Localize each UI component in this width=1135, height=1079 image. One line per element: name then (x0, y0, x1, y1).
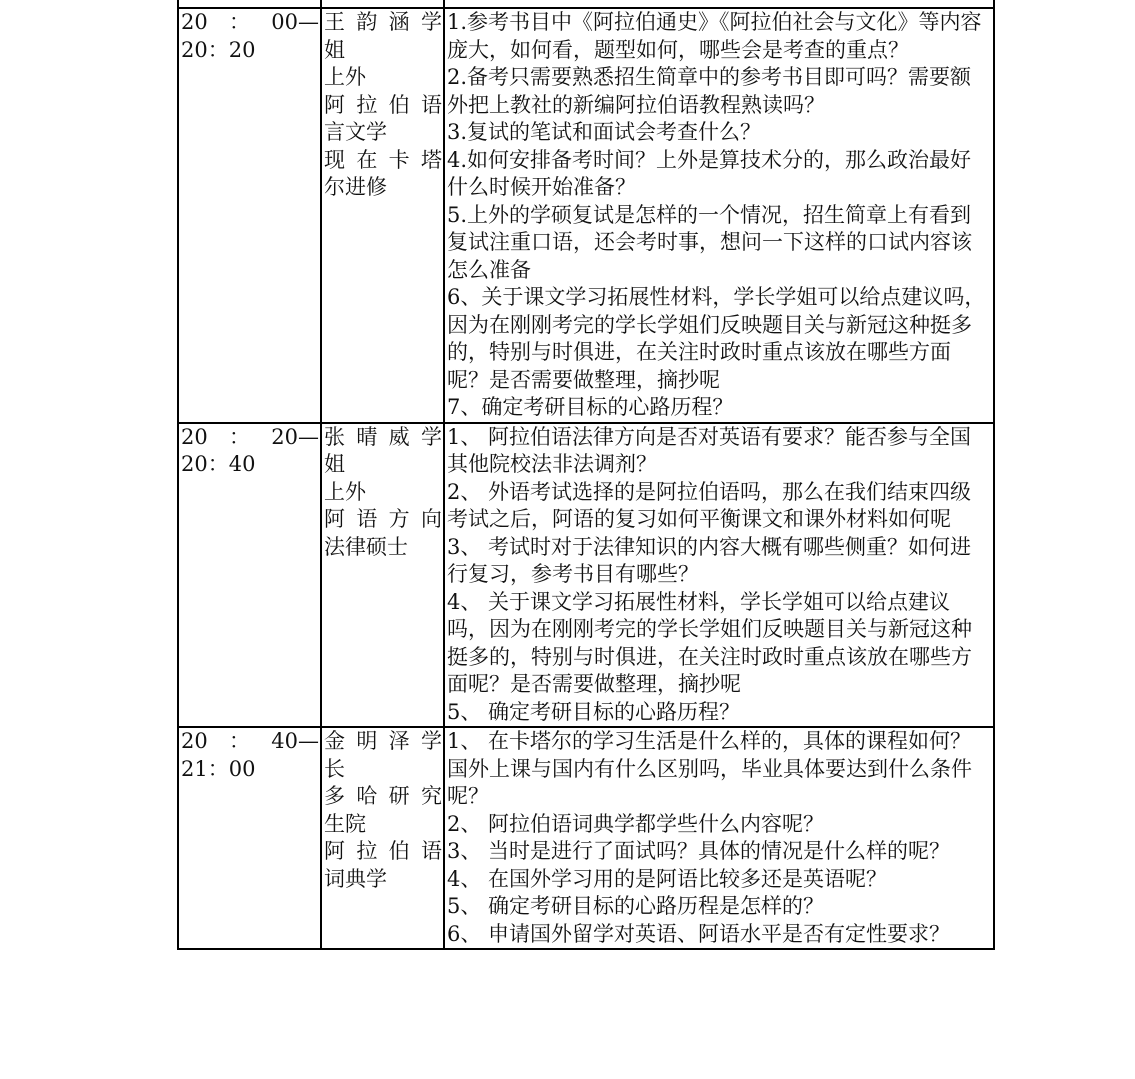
speaker-line: 王韵涵学 (324, 10, 442, 34)
speaker-line: 阿拉伯语 (324, 839, 442, 863)
time-end: 20：20 (181, 37, 256, 62)
speaker-line: 阿语方向 (324, 507, 442, 531)
speaker-line: 词典学 (324, 866, 387, 891)
question-item: 2、 阿拉伯语词典学都学些什么内容呢？ (447, 811, 825, 836)
table-row (178, 423, 994, 728)
speaker-cell (321, 423, 444, 728)
question-item: 6、关于课文学习拓展性材料，学长学姐可以给点建议吗，因为在刚刚考完的学长学姐们反映题目关与新冠这种挺多的，特别与时俱进，在关注时政时重点该放在哪些方面呢？是否需要做整理，摘抄呢 (447, 285, 986, 392)
question-item: 1、 在卡塔尔的学习生活是什么样的，具体的课程如何？国外上课与国内有什么区别吗，毕业具体要达到什么条件呢？ (447, 729, 972, 808)
question-item: 4.如何安排备考时间？上外是算技术分的，那么政治最好什么时候开始准备？ (447, 147, 972, 199)
questions-cell (444, 727, 994, 949)
question-item: 5、 确定考研目标的心路历程是怎样的？ (447, 894, 825, 918)
time-cell (178, 727, 321, 949)
speaker-line: 阿拉伯语 (324, 92, 442, 117)
question-item: 3、 考试时对于法律知识的内容大概有哪些侧重？如何进行复习，参考书目有哪些？ (447, 534, 972, 586)
speaker-line: 金明泽学 (324, 729, 442, 753)
time-end: 20：40 (181, 452, 256, 476)
speaker-line: 上外 (324, 65, 366, 89)
speaker-line: 尔进修 (324, 175, 387, 199)
speaker-cell (321, 727, 444, 949)
questions-cell (444, 8, 994, 423)
question-item: 6、 申请国外留学对英语、阿语水平是否有定性要求？ (447, 921, 951, 946)
question-item: 2、 外语考试选择的是阿拉伯语吗，那么在我们结束四级考试之后，阿语的复习如何平衡课文和课外材料如何呢 (447, 479, 972, 531)
question-item: 7、确定考研目标的心路历程？ (447, 395, 734, 419)
question-item: 1.参考书目中《阿拉伯通史》《阿拉伯社会与文化》等内容庞大，如何看，题型如何，哪些会是考查的重点？ (447, 10, 982, 62)
speaker-line: 现在卡塔 (324, 147, 442, 172)
question-item: 3、 当时是进行了面试吗？具体的情况是什么样的呢？ (447, 839, 951, 863)
speaker-line: 张晴威学 (324, 424, 442, 449)
table-row (178, 727, 994, 949)
speaker-line: 多哈研究 (324, 784, 442, 808)
time-end: 21：00 (181, 756, 256, 781)
time-cell (178, 423, 321, 728)
table-row-top-stub (178, 0, 994, 8)
speaker-line: 长 (324, 756, 345, 781)
question-item: 3.复试的笔试和面试会考查什么？ (447, 120, 762, 144)
questions-cell (444, 423, 994, 728)
speaker-line: 言文学 (324, 120, 387, 144)
speaker-line: 法律硕士 (324, 534, 408, 559)
question-item: 5.上外的学硕复试是怎样的一个情况，招生简章上有看到复试注重口语，还会考时事，想问一下这样的口试内容该怎么准备 (447, 202, 972, 282)
time-cell (178, 8, 321, 423)
time-start: 20 ： 20— (181, 424, 319, 449)
question-item: 2.备考只需要熟悉招生简章中的参考书目即可吗？需要额外把上教社的新编阿拉伯语教程熟读吗？ (447, 65, 972, 117)
speaker-line: 上外 (324, 479, 366, 504)
question-item: 4、 关于课文学习拓展性材料，学长学姐可以给点建议吗，因为在刚刚考完的学长学姐们反映题目关与新冠这种挺多的，特别与时俱进，在关注时政时重点该放在哪些方面呢？是否需要做整理，摘抄呢 (447, 589, 972, 696)
speaker-line: 姐 (324, 452, 345, 476)
speaker-line: 姐 (324, 37, 345, 62)
speaker-line: 生院 (324, 811, 366, 836)
question-item: 5、 确定考研目标的心路历程？ (447, 699, 741, 724)
question-item: 4、 在国外学习用的是阿语比较多还是英语呢？ (447, 866, 888, 891)
question-item: 1、 阿拉伯语法律方向是否对英语有要求？能否参与全国其他院校法非法调剂？ (447, 424, 972, 476)
table-row (178, 8, 994, 423)
time-start: 20 ： 40— (181, 729, 319, 753)
time-start: 20 ： 00— (181, 10, 319, 34)
speaker-cell (321, 8, 444, 423)
schedule-table (177, 0, 995, 950)
